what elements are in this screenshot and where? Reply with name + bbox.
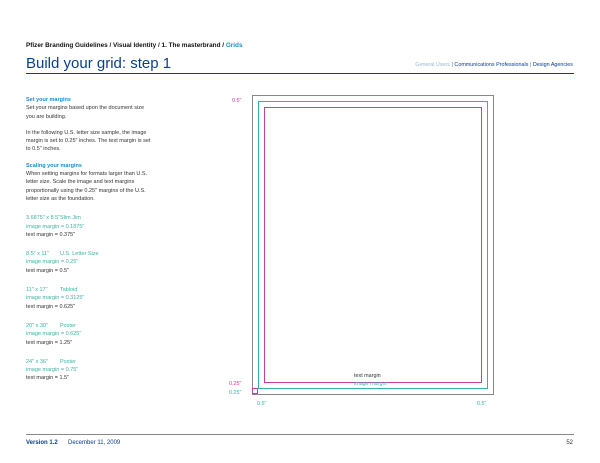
version-label: Version 1.2 — [26, 440, 58, 446]
spec-size: 8.5" x 11" — [26, 251, 50, 258]
spec-text-margin: text margin = 0.5" — [26, 267, 70, 274]
spec-size: 3.6875" x 8.5" — [26, 215, 61, 222]
page-number: 52 — [566, 440, 573, 446]
spec-text-margin: text margin = 0.375" — [26, 231, 76, 238]
audience-communications-link[interactable]: Communications Professionals — [454, 62, 529, 68]
text-margin-label: text margin — [354, 373, 381, 379]
audience-links — [415, 62, 573, 68]
spec-image-margin: image margin = 0.1875" — [26, 223, 85, 230]
bottom-image-margin-label: 0.25" — [229, 390, 242, 396]
spec-image-margin: image margin = 0.75" — [26, 367, 79, 374]
spec-size: 24" x 36" — [26, 358, 48, 365]
margins-description: Set your margins based upon the document size you are building. — [26, 105, 145, 120]
spec-slim-jim — [26, 214, 151, 239]
spec-image-margin: image margin = 0.3125" — [26, 295, 85, 302]
breadcrumb-current[interactable]: Grids — [225, 42, 243, 49]
spec-format-name: Tabloid — [60, 287, 78, 294]
audience-design-agencies-link[interactable]: Design Agencies — [532, 62, 573, 68]
spec-us-letter — [26, 250, 151, 275]
audience-separator: | — [529, 62, 532, 68]
page-title: Build your grid: step 1 — [26, 55, 172, 72]
spec-format-name: U.S. Letter Size — [60, 251, 99, 258]
spec-text-margin: text margin = 0.625" — [26, 303, 76, 310]
scaling-description: When setting margins for formats larger than U.S. letter size. Scale the image and text margins proportionally using the 0.25" margins of the U.S. letter size as the foundation. — [26, 171, 148, 202]
spec-tabloid — [26, 286, 151, 311]
footer-divider — [26, 434, 574, 435]
left-image-margin-label: 0.25" — [229, 381, 242, 387]
spec-text-margin: text margin = 1.5" — [26, 375, 70, 382]
scaling-heading: Scaling your margins — [26, 162, 82, 169]
bottom-margin-marker — [252, 388, 258, 394]
spec-size: 20" x 30" — [26, 322, 48, 329]
audience-separator: | — [451, 62, 453, 68]
date-label: December 11, 2009 — [68, 440, 121, 446]
image-margin-label: image margin — [354, 381, 387, 387]
breadcrumb — [26, 42, 243, 49]
spec-poster-24x36 — [26, 358, 151, 383]
spec-format-name: Poster — [60, 358, 76, 365]
margins-heading: Set your margins — [26, 97, 71, 103]
breadcrumb-path: Pfizer Branding Guidelines / Visual Identity / 1. The masterbrand / — [26, 42, 225, 49]
audience-general-users-link[interactable]: General Users — [415, 62, 451, 68]
spec-format-name: Poster — [60, 322, 76, 329]
spec-image-margin: image margin = 0.625" — [26, 331, 82, 338]
spec-text-margin: text margin = 1.25" — [26, 339, 73, 346]
text-margin-frame — [264, 107, 482, 383]
bottom-left-margin-label: 0.5" — [257, 401, 267, 407]
title-divider — [26, 73, 574, 74]
bottom-right-margin-label: 0.5" — [477, 401, 487, 407]
spec-size: 11" x 17" — [26, 287, 48, 294]
spec-poster-20x30 — [26, 322, 151, 347]
top-margin-label: 0.5" — [232, 98, 242, 104]
instructions-column — [26, 96, 151, 383]
example-description: In the following U.S. letter size sample, the image margin is set to 0.25" inches. The text margin is set to 0.5" inches. — [26, 129, 151, 153]
spec-format-name: Slim Jim — [60, 215, 81, 222]
spec-image-margin: image margin = 0.25" — [26, 259, 79, 266]
